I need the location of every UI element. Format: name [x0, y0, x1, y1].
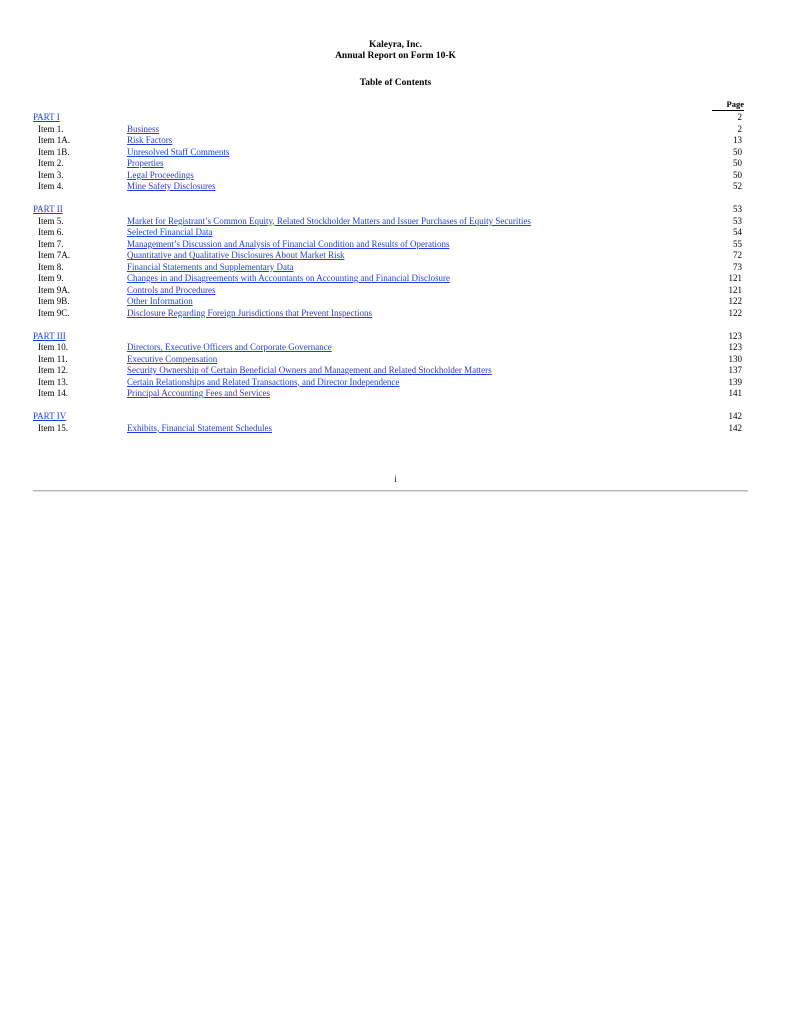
- toc-part-row: [33, 112, 745, 124]
- page-number: 123: [728, 330, 742, 341]
- item-number: Item 7A.: [38, 250, 70, 260]
- page-number: 141: [728, 388, 742, 398]
- item-link[interactable]: Directors, Executive Officers and Corporate Governance: [127, 342, 332, 352]
- item-link[interactable]: Mine Safety Disclosures: [127, 181, 216, 191]
- page-number: 50: [733, 169, 742, 180]
- item-link[interactable]: Certain Relationships and Related Transactions, and Director Independence: [127, 376, 400, 387]
- footer-page-number: i: [394, 474, 397, 484]
- toc-item-row: [33, 250, 745, 262]
- part-link[interactable]: PART I: [33, 112, 60, 122]
- item-number: Item 9A.: [38, 284, 70, 295]
- item-link[interactable]: Executive Compensation: [127, 353, 218, 364]
- item-link[interactable]: Financial Statements and Supplementary Data: [127, 261, 294, 272]
- toc-item-row: [33, 181, 745, 193]
- report-title: Annual Report on Form 10-K: [335, 51, 456, 61]
- toc-item-row: [33, 342, 745, 354]
- page-number: 54: [733, 227, 742, 237]
- item-link[interactable]: Principal Accounting Fees and Services: [127, 388, 270, 398]
- item-number: Item 7.: [38, 238, 64, 249]
- page-number: 130: [728, 353, 742, 364]
- page-number: 53: [733, 215, 742, 226]
- part-link[interactable]: PART IV: [33, 411, 67, 421]
- toc-item-row: [33, 124, 745, 136]
- item-number: Item 13.: [38, 376, 68, 387]
- item-link[interactable]: Market for Registrant’s Common Equity, Related Stockholder Matters and Issuer Purchases of Equity Securities: [127, 215, 531, 226]
- toc-item-row: [33, 377, 745, 389]
- toc-item-row: [33, 135, 745, 147]
- item-link[interactable]: Other Information: [127, 296, 193, 306]
- item-number: Item 12.: [38, 365, 68, 375]
- page-number: 2: [737, 112, 742, 122]
- toc-part-row: [33, 204, 745, 216]
- item-link[interactable]: Security Ownership of Certain Beneficial Owners and Management and Related Stockholder Matters: [127, 365, 492, 375]
- page-number: 142: [728, 411, 742, 421]
- item-number: Item 1.: [38, 123, 64, 134]
- item-number: Item 9C.: [38, 307, 70, 318]
- toc-item-row: [33, 170, 745, 182]
- toc-item-row: [33, 273, 745, 285]
- item-link[interactable]: Changes in and Disagreements with Accountants on Accounting and Financial Disclosure: [127, 273, 450, 283]
- item-link[interactable]: Disclosure Regarding Foreign Jurisdictions that Prevent Inspections: [127, 307, 372, 318]
- page-column-header: Page: [726, 99, 744, 109]
- page-divider: [33, 490, 748, 492]
- item-number: Item 10.: [38, 342, 68, 352]
- toc-part-row: [33, 411, 745, 423]
- page-number: 13: [733, 135, 742, 145]
- item-link[interactable]: Legal Proceedings: [127, 169, 194, 180]
- toc-item-row: [33, 308, 745, 320]
- item-link[interactable]: Selected Financial Data: [127, 227, 213, 237]
- toc-item-row: [33, 147, 745, 159]
- page-number: 73: [733, 261, 742, 272]
- item-number: Item 3.: [38, 169, 64, 180]
- item-number: Item 9.: [38, 273, 64, 283]
- toc-item-row: [33, 285, 745, 297]
- page-number: 55: [733, 238, 742, 249]
- item-number: Item 2.: [38, 158, 64, 168]
- toc-part-row: [33, 331, 745, 343]
- page-number: 121: [728, 273, 742, 283]
- item-number: Item 8.: [38, 261, 64, 272]
- page-number: 142: [728, 422, 742, 433]
- item-link[interactable]: Unresolved Staff Comments: [127, 146, 230, 157]
- item-number: Item 6.: [38, 227, 64, 237]
- page-number: 137: [728, 365, 742, 375]
- item-number: Item 9B.: [38, 296, 70, 306]
- page-column-rule: [712, 110, 744, 111]
- page-number: 52: [733, 181, 742, 191]
- part-link[interactable]: PART III: [33, 330, 66, 341]
- page-number: 50: [733, 146, 742, 157]
- company-name: Kaleyra, Inc.: [368, 40, 423, 50]
- page-number: 2: [737, 123, 742, 134]
- item-link[interactable]: Exhibits, Financial Statement Schedules: [127, 422, 272, 433]
- table-of-contents: [33, 112, 745, 434]
- toc-item-row: [33, 239, 745, 251]
- page-number: 50: [733, 158, 742, 168]
- page-number: 53: [733, 204, 742, 214]
- toc-item-row: [33, 354, 745, 366]
- page-number: 122: [728, 307, 742, 318]
- page-number: 123: [728, 342, 742, 352]
- item-number: Item 15.: [38, 422, 68, 433]
- page-number: 139: [728, 376, 742, 387]
- item-link[interactable]: Management’s Discussion and Analysis of Financial Condition and Results of Operations: [127, 238, 450, 249]
- toc-item-row: [33, 227, 745, 239]
- toc-item-row: [33, 388, 745, 400]
- item-link[interactable]: Risk Factors: [127, 135, 173, 145]
- toc-item-row: [33, 423, 745, 435]
- toc-item-row: [33, 262, 745, 274]
- toc-item-row: [33, 158, 745, 170]
- toc-item-row: [33, 296, 745, 308]
- toc-heading: Table of Contents: [359, 78, 432, 88]
- item-link[interactable]: Business: [127, 123, 160, 134]
- page-number: 121: [728, 284, 742, 295]
- item-number: Item 14.: [38, 388, 68, 398]
- part-link[interactable]: PART II: [33, 204, 63, 214]
- item-number: Item 5.: [38, 215, 64, 226]
- item-link[interactable]: Properties: [127, 158, 164, 168]
- toc-item-row: [33, 216, 745, 228]
- page-number: 122: [728, 296, 742, 306]
- page-number: 72: [733, 250, 742, 260]
- item-link[interactable]: Controls and Procedures: [127, 284, 216, 295]
- item-number: Item 4.: [38, 181, 64, 191]
- toc-item-row: [33, 365, 745, 377]
- item-number: Item 1A.: [38, 135, 70, 145]
- item-number: Item 11.: [38, 353, 68, 364]
- item-link[interactable]: Quantitative and Qualitative Disclosures About Market Risk: [127, 250, 345, 260]
- item-number: Item 1B.: [38, 146, 70, 157]
